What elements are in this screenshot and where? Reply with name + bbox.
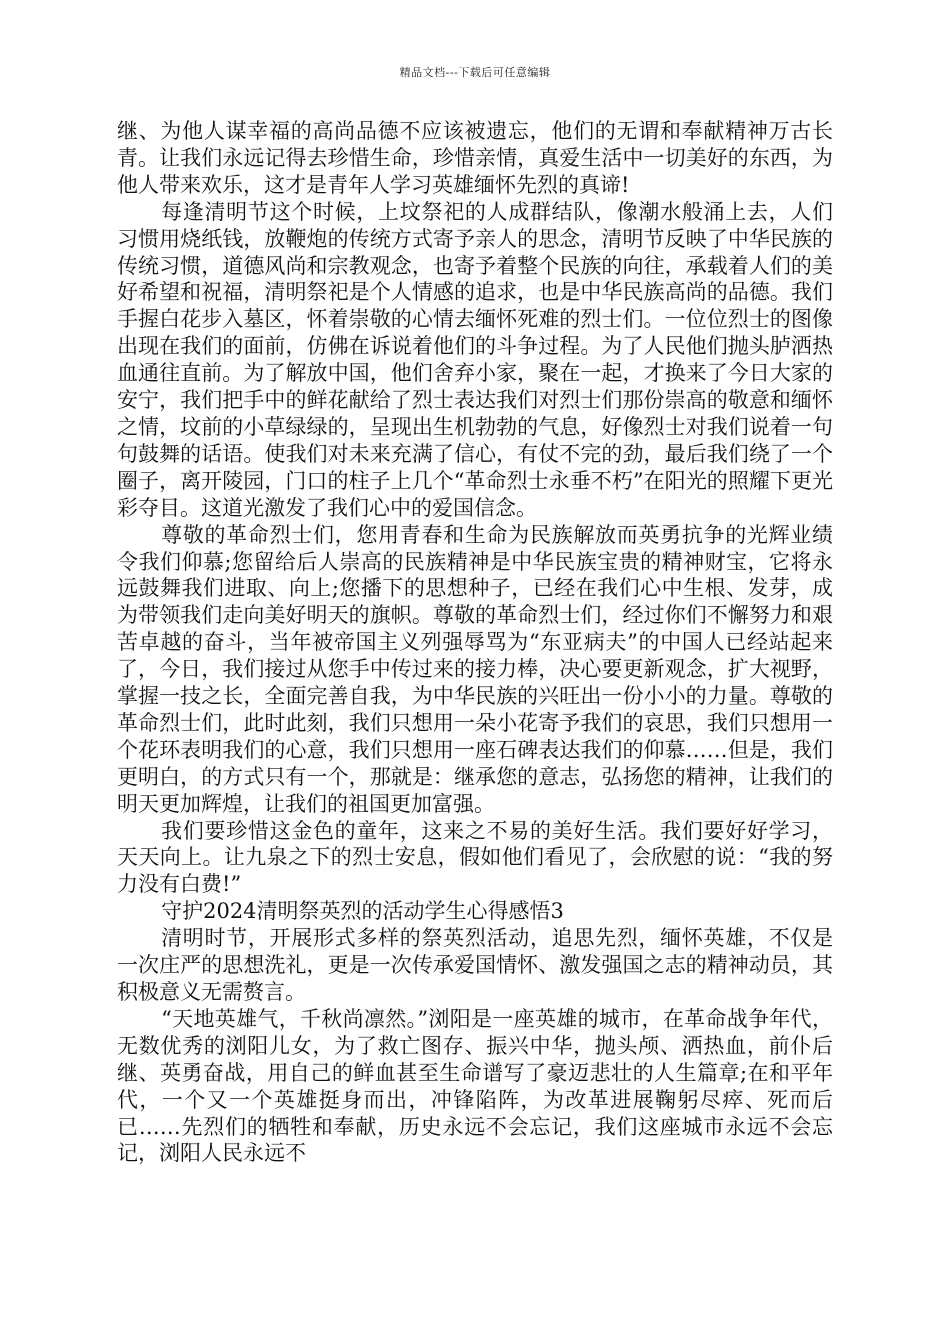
page-header: 精品文档---下载后可任意编辑 [399,66,551,79]
paragraph: 继、为他人谋幸福的高尚品德不应该被遗忘，他们的无谓和奉献精神万古长青。让我们永远记得去珍惜生命，珍惜亲情，真爱生活中一切美好的东西，为他人带来欢乐，这才是青年人学习英雄缅怀先烈的真谛! [117,119,833,197]
document-body [117,118,833,1167]
paragraph: 尊敬的革命烈士们，您用青春和生命为民族解放而英勇抗争的光辉业绩令我们仰慕;您留给后人崇高的民族精神是中华民族宝贵的精神财宝，它将永远鼓舞我们进取、向上;您播下的思想种子，已经在我们心中生根、发芽，成为带领我们走向美好明天的旗帜。尊敬的革命烈士们，经过你们不懈努力和艰苦卓越的奋斗，当年被帝国主义列强辱骂为“东亚病夫”的中国人已经站起来了，今日，我们接过从您手中传过来的接力棒，决心要更新观念，扩大视野，掌握一技之长，全面完善自我，为中华民族的兴旺出一份小小的力量。尊敬的革命烈士们，此时此刻，我们只想用一朵小花寄予我们的哀思，我们只想用一个花环表明我们的心意，我们只想用一座石碑表达我们的仰慕……但是，我们更明白，的方式只有一个，那就是：继承您的意志，弘扬您的精神，让我们的明天更加辉煌，让我们的祖国更加富强。 [117,522,833,816]
section-heading: 守护2024清明祭英烈的活动学生心得感悟3 [161,899,564,924]
paragraph: 我们要珍惜这金色的童年，这来之不易的美好生活。我们要好好学习，天天向上。让九泉之下的烈士安息，假如他们看见了，会欣慰的说：“我的努力没有白费!” [117,818,833,897]
paragraph: 清明时节，开展形式多样的祭英烈活动，追思先烈，缅怀英雄，不仅是一次庄严的思想洗礼，更是一次传承爱国情怀、激发强国之志的精神动员，其积极意义无需赘言。 [117,926,833,1004]
paragraph: “天地英雄气，千秋尚凛然。”浏阳是一座英雄的城市，在革命战争年代，无数优秀的浏阳儿女，为了救亡图存、振兴中华，抛头颅、洒热血，前仆后继、英勇奋战，用自己的鲜血甚至生命谱写了豪迈悲壮的人生篇章;在和平年代，一个又一个英雄挺身而出，冲锋陷阵，为改革进展鞠躬尽瘁、死而后已……先烈们的牺牲和奉献，历史永远不会忘记，我们这座城市永远不会忘记，浏阳人民永远不 [117,1006,833,1166]
paragraph: 每逢清明节这个时候，上坟祭祀的人成群结队，像潮水般涌上去，人们习惯用烧纸钱，放鞭炮的传统方式寄予亲人的思念，清明节反映了中华民族的传统习惯，道德风尚和宗教观念，也寄予着整个民族的向往，承载着人们的美好希望和祝福，清明祭祀是个人情感的追求，也是中华民族高尚的品德。我们手握白花步入墓区，怀着崇敬的心情去缅怀死难的烈士们。一位位烈士的图像出现在我们的面前，仿佛在诉说着他们的斗争过程。为了人民他们抛头胪洒热血通往直前。为了解放中国，他们舍弃小家，聚在一起，才换来了今日大家的安宁，我们把手中的鲜花献给了烈士表达我们对烈士们那份崇高的敬意和缅怀之情，坟前的小草绿绿的，呈现出生机勃勃的气息，好像烈士对我们说着一句句鼓舞的话语。使我们对未来充满了信心，有仗不完的劲，最后我们绕了一个圈子，离开陵园，门口的柱子上几个“革命烈士永垂不朽”在阳光的照耀下更光彩夺目。这道光激发了我们心中的爱国信念。 [117,199,833,520]
